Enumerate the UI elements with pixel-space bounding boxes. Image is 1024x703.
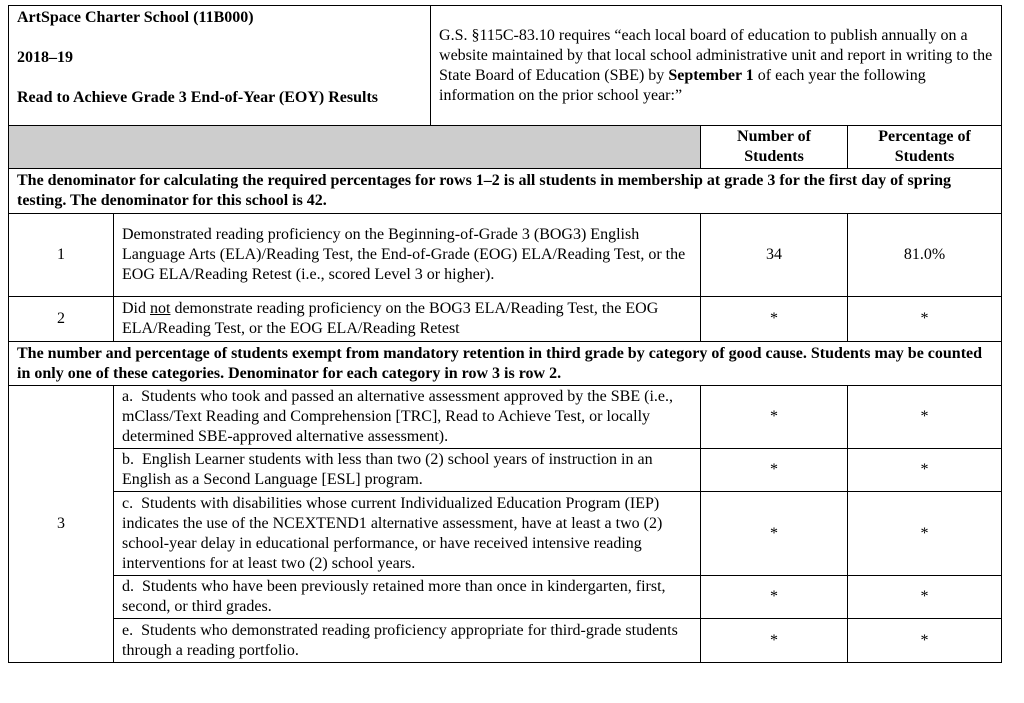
row-description <box>114 619 701 663</box>
row-number: 3 <box>9 386 114 663</box>
item-text: Students with disabilities whose current Individualized Education Program (IEP) indicates the use of the NCEXTEND1 alternative assessment, have at least a two (2) school-year delay in educational performance, or have received intensive reading interventions for at least two (2) school years. <box>122 494 663 572</box>
row-percentage: * <box>848 297 1002 342</box>
table-row-3e <box>9 619 1002 663</box>
item-label: d. <box>122 578 134 595</box>
row-percentage: * <box>848 619 1002 663</box>
row-percentage: * <box>848 492 1002 576</box>
school-year: 2018–19 <box>17 49 73 66</box>
statute-text-b: of each year the following information on the prior school year:” <box>439 66 926 104</box>
row-count: * <box>701 386 848 449</box>
school-name: ArtSpace Charter School (11B000) <box>17 9 254 26</box>
statute-deadline: September 1 <box>668 66 754 84</box>
item-text: Students who have been previously retained more than once in kindergarten, first, second, or third grades. <box>122 578 666 615</box>
row-count: 34 <box>701 214 848 297</box>
row-count: * <box>701 297 848 342</box>
row-text-pre: Did <box>122 300 150 317</box>
row-description <box>114 449 701 492</box>
row-text-post: demonstrate reading proficiency on the BOG3 ELA/Reading Test, the EOG ELA/Reading Test, or the EOG ELA/Reading Retest <box>122 300 659 337</box>
section1-note: The denominator for calculating the required percentages for rows 1–2 is all students in membership at grade 3 for the first day of spring testing. The denominator for this school is 42. <box>9 169 1002 214</box>
item-text: Students who demonstrated reading proficiency appropriate for third-grade students through a reading portfolio. <box>122 621 678 659</box>
item-text: Students who took and passed an alternative assessment approved by the SBE (i.e., mClass/Text Reading and Comprehension [TRC], Read to Achieve Test, or locally determined SBE-approved alternative assessment). <box>122 388 673 445</box>
row-count: * <box>701 492 848 576</box>
row-description: Demonstrated reading proficiency on the Beginning-of-Grade 3 (BOG3) English Language Arts (ELA)/Reading Test, the End-of-Grade (EOG) ELA/Reading Test, or the EOG ELA/Reading Retest (i.e., scored Level 3 or higher). <box>114 214 701 297</box>
table-row-2 <box>9 297 1002 342</box>
row-number: 2 <box>9 297 114 342</box>
row-percentage: * <box>848 576 1002 619</box>
report-title: Read to Achieve Grade 3 End-of-Year (EOY) Results <box>17 89 379 106</box>
row-description <box>114 297 701 342</box>
table-row-3b <box>9 449 1002 492</box>
row-description <box>114 386 701 449</box>
eoy-results-table <box>8 5 1002 663</box>
row-count: * <box>701 449 848 492</box>
statute-cell <box>431 6 1002 126</box>
table-row-3d <box>9 576 1002 619</box>
section2-note: The number and percentage of students exempt from mandatory retention in third grade by category of good cause. Students may be counted in only one of these categories. Denominator for each category in row 3 is row 2. <box>9 342 1002 386</box>
number-header: Number of Students <box>701 126 848 169</box>
item-label: b. <box>122 451 134 468</box>
blank-header-cell <box>9 126 701 169</box>
row-number: 1 <box>9 214 114 297</box>
row-percentage: * <box>848 386 1002 449</box>
row-percentage: 81.0% <box>848 214 1002 297</box>
item-label: e. <box>122 621 134 639</box>
row-description <box>114 492 701 576</box>
table-row-1 <box>9 214 1002 297</box>
item-text: English Learner students with less than two (2) school years of instruction in an English as a Second Language [ESL] program. <box>122 451 653 488</box>
table-row-3c <box>9 492 1002 576</box>
statute-text-a: G.S. §115C-83.10 requires “each local board of education to publish annually on a website maintained by that local school administrative unit and report in writing to the State Board of Education (SBE) by <box>439 26 993 84</box>
item-label: a. <box>122 388 134 405</box>
row-description <box>114 576 701 619</box>
section2-note-row <box>9 342 1002 386</box>
table-row-3a <box>9 386 1002 449</box>
header-row <box>9 6 1002 126</box>
row-count: * <box>701 576 848 619</box>
row-percentage: * <box>848 449 1002 492</box>
percentage-header: Percentage of Students <box>848 126 1002 169</box>
row-count: * <box>701 619 848 663</box>
row-text-underline: not <box>150 300 171 317</box>
column-header-row <box>9 126 1002 169</box>
title-cell <box>9 6 431 126</box>
section1-note-row <box>9 169 1002 214</box>
item-label: c. <box>122 494 134 512</box>
